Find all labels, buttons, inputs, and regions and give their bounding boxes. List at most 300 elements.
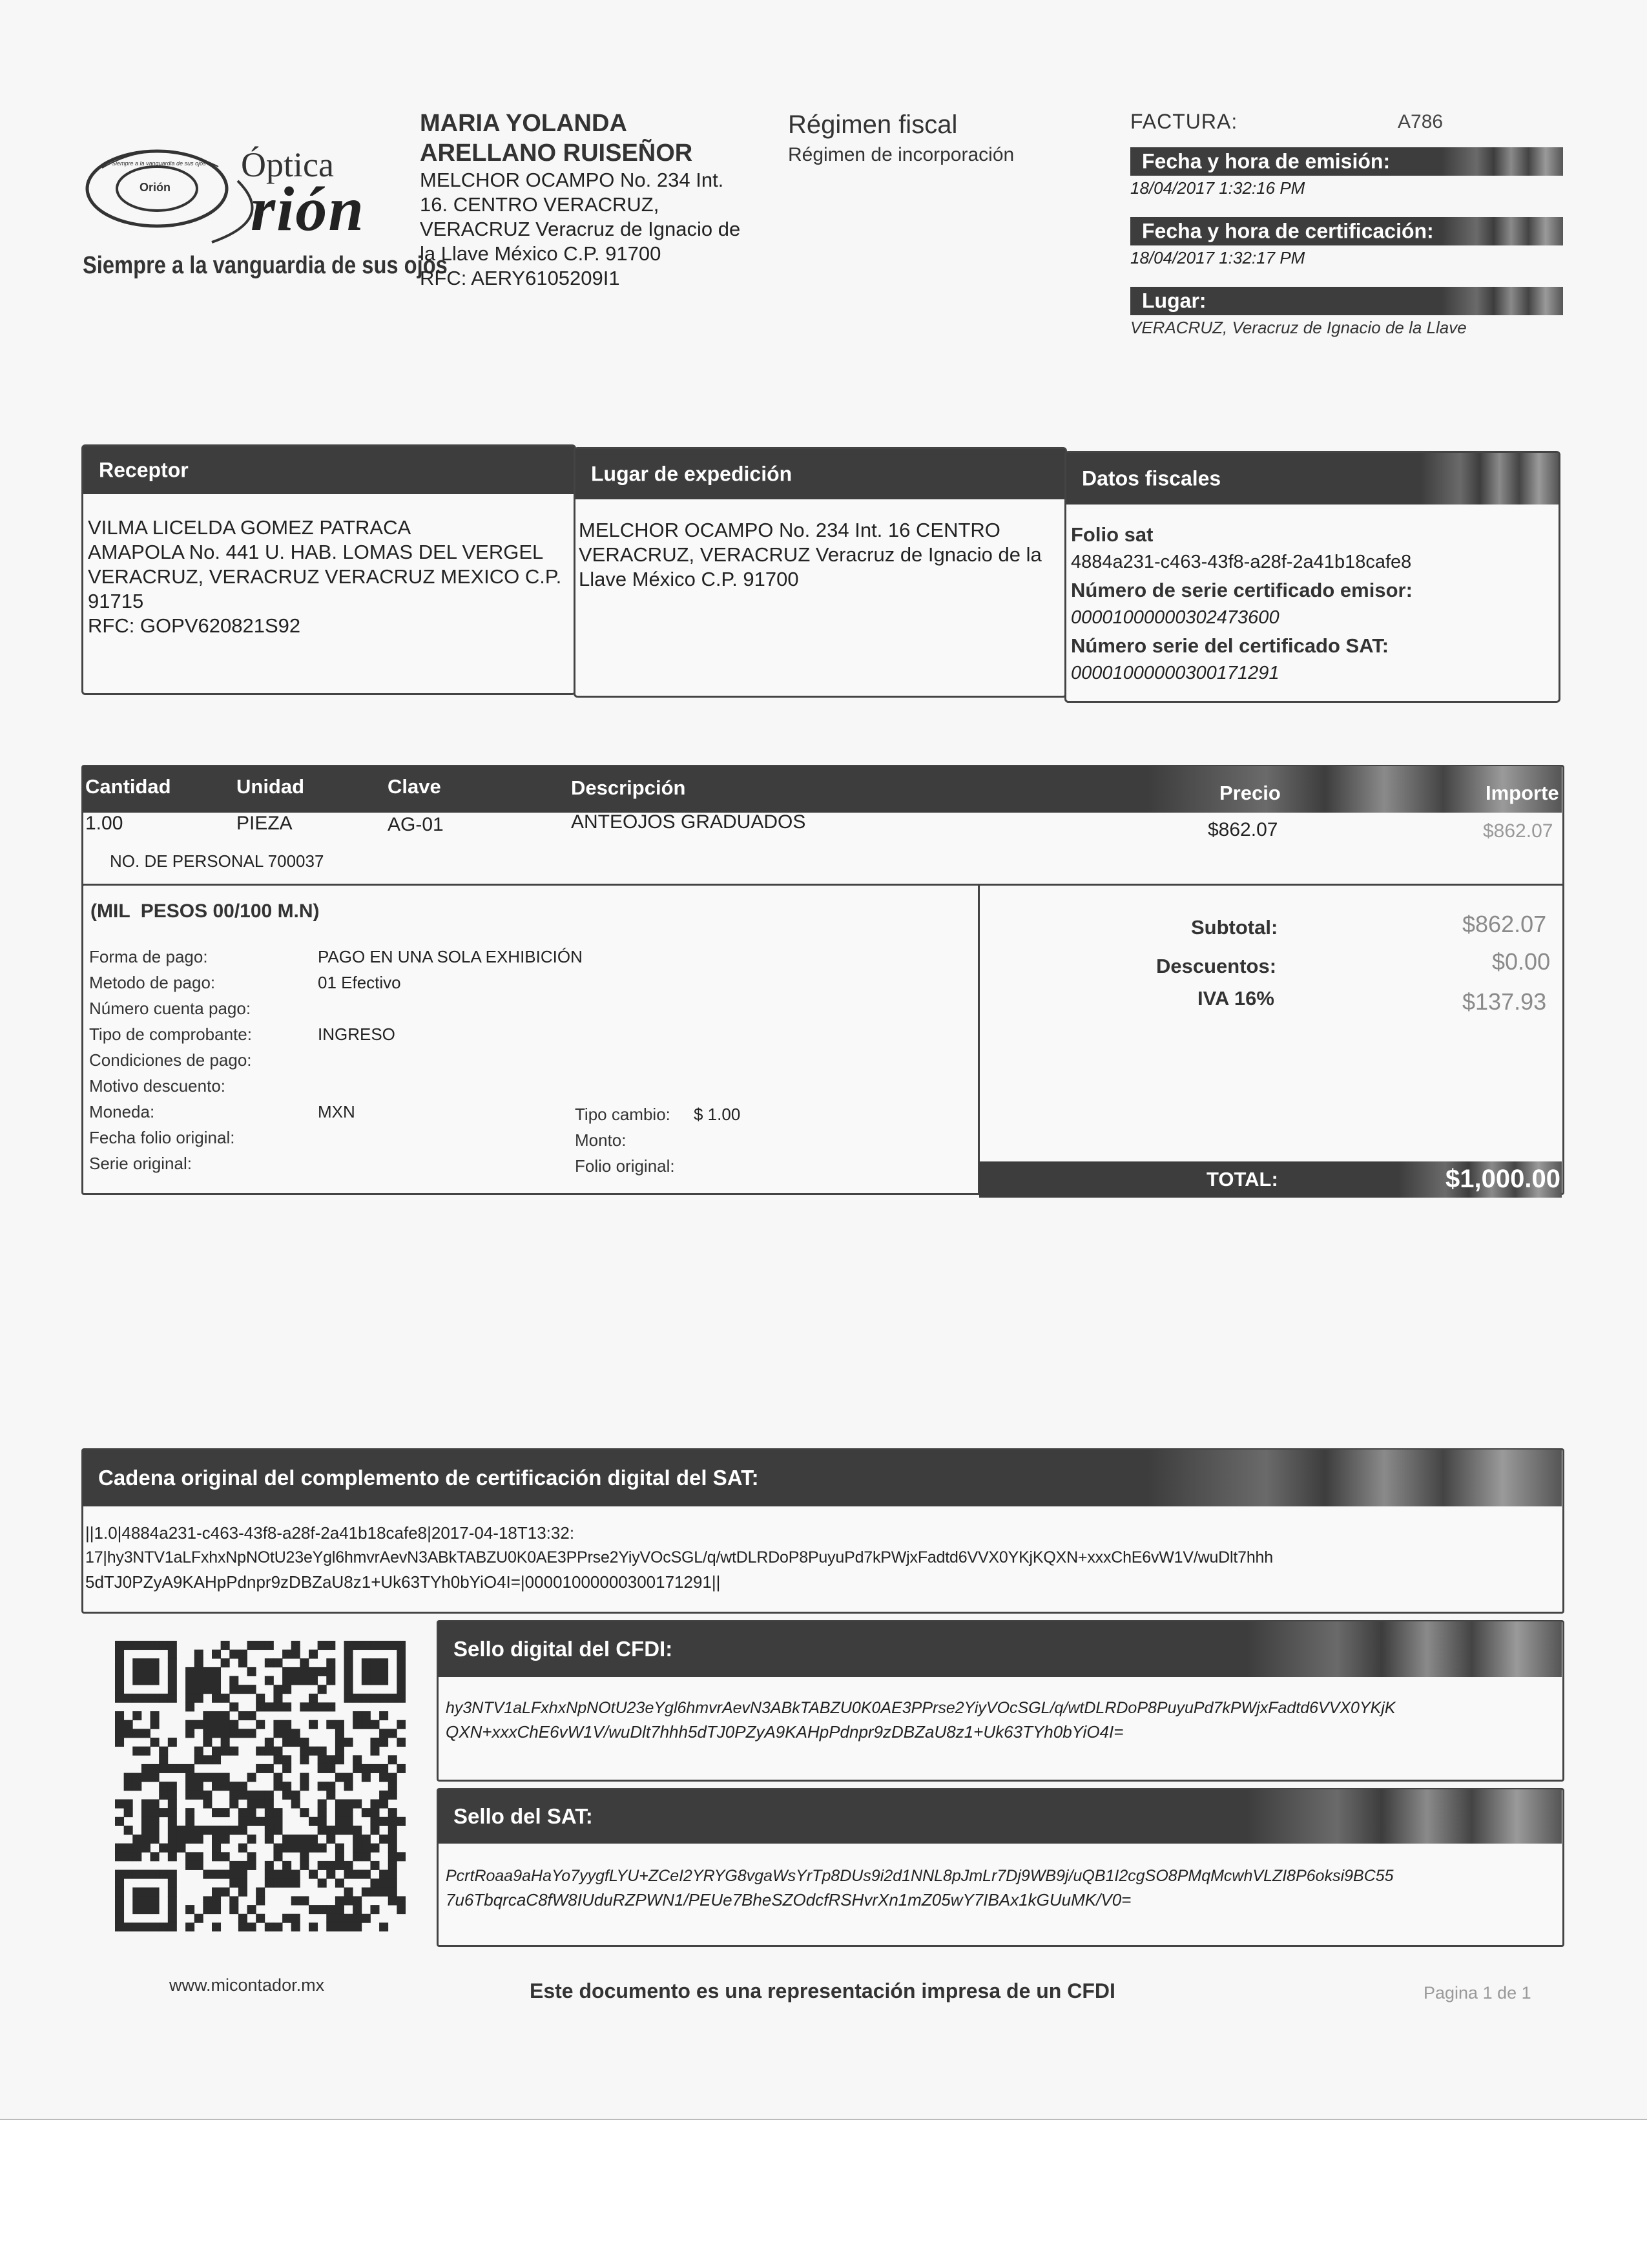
qr-module [397,1650,406,1659]
qr-module [318,1641,327,1650]
qr-module [247,1641,256,1650]
qr-module [335,1861,344,1870]
qr-module [273,1773,282,1782]
qr-module [132,1835,141,1844]
qr-module [318,1861,327,1870]
qr-module [353,1922,362,1931]
qr-module [335,1799,344,1808]
qr-module [115,1817,124,1826]
qr-module [124,1782,133,1791]
qr-module [168,1905,177,1914]
qr-module [132,1844,141,1853]
qr-module [397,1658,406,1667]
qr-module [141,1694,150,1703]
qr-module [335,1914,344,1923]
qr-module [362,1888,371,1897]
qr-module [335,1755,344,1764]
qr-module [115,1694,124,1703]
qr-module [370,1694,379,1703]
qr-module [194,1685,203,1694]
qr-module [168,1694,177,1703]
qr-module [212,1808,221,1817]
serie-emisor-value: 00001000000302473600 [1071,607,1279,628]
qr-module [353,1711,362,1720]
qr-module [238,1844,247,1853]
qr-module [309,1667,318,1676]
qr-module [265,1922,274,1931]
qr-module [335,1852,344,1861]
qr-module [150,1694,160,1703]
qr-module [150,1667,160,1676]
qr-module [309,1844,318,1853]
qr-module [141,1835,150,1844]
qr-module [318,1782,327,1791]
qr-module [212,1922,221,1931]
qr-module [344,1870,353,1879]
qr-module [141,1844,150,1853]
sello-cfdi-line2: QXN+xxxChE6vW1V/wuDlt7hhh5dTJ0PZyA9KAHpPdnpr9zDBZaU8z1+Uk63TYh0bYiO4I= [446,1722,1124,1742]
qr-module [185,1782,194,1791]
qr-module [247,1799,256,1808]
qr-module [397,1676,406,1685]
qr-module [362,1914,371,1923]
qr-module [397,1720,406,1729]
item-clave: AG-01 [388,814,444,835]
qr-module [273,1878,282,1888]
scanner-bed-edge [0,2119,1647,2268]
qr-module [212,1826,221,1835]
qr-module [132,1896,141,1905]
qr-module [397,1896,406,1905]
qr-module [247,1667,256,1676]
qr-module [265,1870,274,1879]
qr-module [132,1658,141,1667]
qr-module [397,1738,406,1747]
col-unidad-header: Unidad [236,775,305,798]
qr-module [124,1922,133,1931]
sello-sat-line1: PcrtRoaa9aHaYo7yygfLYU+ZCeI2YRYG8vgaWsYrTp8DUs9i2d1NNL8pJmLr7Dj9WB9j/uQB1I2cgSO8PMqMcwhVLZI8P6oksi9BC55 [446,1867,1394,1885]
qr-module [229,1685,238,1694]
qr-module [168,1799,177,1808]
qr-module [168,1896,177,1905]
qr-module [282,1878,291,1888]
qr-module [247,1729,256,1738]
qr-module [282,1835,291,1844]
qr-module [132,1905,141,1914]
qr-module [221,1852,230,1861]
qr-module [221,1870,230,1879]
qr-module [256,1641,265,1650]
qr-module [203,1720,212,1729]
qr-code [115,1641,406,1931]
cadena-header: Cadena original del complemento de certificación digital del SAT: [83,1450,1562,1506]
qr-module [265,1799,274,1808]
qr-module [388,1870,397,1879]
qr-module [265,1658,274,1667]
qr-module [370,1826,379,1835]
qr-module [212,1870,221,1879]
qr-module [326,1791,335,1800]
qr-module [353,1905,362,1914]
qr-module [282,1685,291,1694]
qr-module [379,1764,388,1773]
qr-module [203,1905,212,1914]
qr-module [273,1817,282,1826]
qr-module [388,1817,397,1826]
receptor-address2: VERACRUZ, VERACRUZ VERACRUZ MEXICO C.P. [88,565,562,588]
qr-module [265,1808,274,1817]
qr-module [353,1641,362,1650]
subtotal-label: Subtotal: [1191,916,1278,939]
qr-module [124,1720,133,1729]
qr-module [282,1861,291,1870]
qr-module [212,1773,221,1782]
issuer-name-line2: ARELLANO RUISEÑOR [420,140,693,167]
qr-module [221,1729,230,1738]
qr-module [300,1658,309,1667]
tipo-cambio-label: Tipo cambio: [575,1105,670,1124]
col-descripcion-header: Descripción [571,776,686,799]
qr-module [370,1799,379,1808]
qr-module [238,1808,247,1817]
tipo-comprobante-label: Tipo de comprobante: [89,1025,252,1044]
qr-module [370,1817,379,1826]
qr-module [185,1773,194,1782]
qr-module [370,1747,379,1756]
qr-module [115,1799,124,1808]
qr-module [291,1844,300,1853]
qr-module [335,1844,344,1853]
qr-module [124,1694,133,1703]
qr-module [370,1905,379,1914]
qr-module [141,1667,150,1676]
qr-module [379,1835,388,1844]
qr-module [379,1738,388,1747]
qr-module [326,1782,335,1791]
qr-module [115,1896,124,1905]
total-value: $1,000.00 [1445,1165,1560,1193]
qr-module [221,1888,230,1897]
qr-module [388,1694,397,1703]
qr-module [291,1835,300,1844]
footer-website: www.micontador.mx [169,1975,325,1995]
qr-module [326,1835,335,1844]
qr-module [141,1905,150,1914]
qr-module [388,1791,397,1800]
qr-module [370,1878,379,1888]
qr-module [344,1738,353,1747]
qr-module [221,1720,230,1729]
qr-module [256,1799,265,1808]
qr-module [370,1808,379,1817]
qr-module [256,1914,265,1923]
qr-module [229,1826,238,1835]
qr-module [132,1676,141,1685]
qr-module [326,1676,335,1685]
qr-module [273,1685,282,1694]
qr-module [168,1764,177,1773]
qr-module [388,1888,397,1897]
qr-module [238,1914,247,1923]
qr-module [132,1773,141,1782]
qr-module [265,1835,274,1844]
qr-module [150,1764,160,1773]
qr-module [212,1685,221,1694]
qr-module [194,1667,203,1676]
qr-module [326,1720,335,1729]
qr-module [132,1888,141,1897]
qr-module [344,1773,353,1782]
qr-module [194,1694,203,1703]
qr-module [379,1641,388,1650]
qr-module [168,1650,177,1659]
qr-module [326,1755,335,1764]
qr-module [397,1905,406,1914]
qr-module [282,1720,291,1729]
regimen-title: Régimen fiscal [788,110,958,139]
qr-module [265,1817,274,1826]
qr-module [273,1870,282,1879]
qr-module [379,1658,388,1667]
qr-module [168,1685,177,1694]
qr-module [273,1844,282,1853]
qr-module [318,1755,327,1764]
qr-module [388,1729,397,1738]
qr-module [344,1641,353,1650]
qr-module [168,1791,177,1800]
qr-module [194,1658,203,1667]
qr-module [273,1922,282,1931]
qr-module [212,1711,221,1720]
qr-module [203,1755,212,1764]
qr-module [362,1694,371,1703]
qr-module [194,1747,203,1756]
qr-module [265,1641,274,1650]
qr-module [326,1658,335,1667]
sello-cfdi-header: Sello digital del CFDI: [438,1621,1562,1677]
logo-brand-top: Óptica [241,145,334,184]
qr-module [168,1870,177,1879]
qr-module [115,1676,124,1685]
qr-module [221,1782,230,1791]
qr-module [212,1755,221,1764]
qr-module [397,1641,406,1650]
qr-module [203,1685,212,1694]
qr-module [150,1905,160,1914]
receptor-zip: 91715 [88,590,144,612]
tipo-cambio-value: $ 1.00 [694,1105,741,1124]
descuentos-value: $0.00 [1492,948,1551,975]
qr-module [300,1702,309,1711]
qr-module [221,1747,230,1756]
forma-pago-value: PAGO EN UNA SOLA EXHIBICIÓN [318,947,583,966]
qr-module [115,1922,124,1931]
items-header-row [83,766,1562,813]
qr-module [159,1764,168,1773]
qr-module [159,1808,168,1817]
qr-module [291,1650,300,1659]
folio-sat-label: Folio sat [1071,523,1154,546]
qr-module [159,1694,168,1703]
qr-module [379,1888,388,1897]
qr-module [379,1878,388,1888]
qr-module [115,1685,124,1694]
qr-module [388,1641,397,1650]
qr-module [150,1852,160,1861]
sello-sat-header: Sello del SAT: [438,1789,1562,1844]
qr-module [212,1835,221,1844]
qr-module [229,1747,238,1756]
qr-module [141,1764,150,1773]
qr-module [388,1844,397,1853]
qr-module [229,1896,238,1905]
qr-module [291,1729,300,1738]
qr-module [159,1870,168,1879]
qr-module [185,1729,194,1738]
item-descripcion: ANTEOJOS GRADUADOS [571,811,806,833]
qr-module [124,1826,133,1835]
qr-module [388,1808,397,1817]
qr-module [159,1747,168,1756]
footer-disclaimer: Este documento es una representación impresa de un CFDI [530,1979,1115,2003]
qr-module [247,1852,256,1861]
factura-value: A786 [1398,111,1444,132]
qr-module [150,1799,160,1808]
qr-module [168,1641,177,1650]
qr-module [221,1808,230,1817]
qr-module [115,1870,124,1879]
footer-page: Pagina 1 de 1 [1424,1983,1531,2003]
qr-module [291,1641,300,1650]
qr-module [335,1878,344,1888]
qr-module [141,1888,150,1897]
qr-module [238,1711,247,1720]
qr-module [176,1835,185,1844]
qr-module [132,1870,141,1879]
qr-module [326,1861,335,1870]
serie-sat-value: 00001000000300171291 [1071,663,1279,683]
qr-module [212,1650,221,1659]
qr-module [362,1676,371,1685]
qr-module [229,1870,238,1879]
qr-module [185,1861,194,1870]
qr-module [379,1711,388,1720]
metodo-pago-label: Metodo de pago: [89,973,216,992]
issuer-block [420,109,782,291]
qr-module [185,1852,194,1861]
qr-module [362,1844,371,1853]
qr-module [247,1861,256,1870]
qr-module [159,1641,168,1650]
qr-module [318,1747,327,1756]
qr-module [326,1641,335,1650]
qr-module [353,1755,362,1764]
qr-module [256,1896,265,1905]
qr-module [194,1852,203,1861]
qr-module [124,1641,133,1650]
qr-module [370,1738,379,1747]
qr-module [194,1914,203,1923]
col-clave-header: Clave [388,775,441,798]
qr-module [159,1782,168,1791]
descuentos-label: Descuentos: [1156,955,1277,977]
qr-module [247,1711,256,1720]
qr-module [141,1870,150,1879]
qr-module [150,1711,160,1720]
qr-module [318,1764,327,1773]
qr-module [185,1667,194,1676]
qr-module [362,1641,371,1650]
metodo-pago-value: 01 Efectivo [318,973,401,992]
qr-module [362,1835,371,1844]
qr-module [397,1852,406,1861]
qr-module [318,1844,327,1853]
qr-module [212,1782,221,1791]
qr-module [370,1667,379,1676]
qr-module [344,1694,353,1703]
qr-module [132,1782,141,1791]
item-cantidad: 1.00 [85,813,123,834]
qr-module [194,1791,203,1800]
qr-module [256,1694,265,1703]
qr-module [212,1852,221,1861]
issuer-address-line1: MELCHOR OCAMPO No. 234 Int. [420,169,724,191]
qr-module [168,1852,177,1861]
qr-module [141,1729,150,1738]
col-cantidad-header: Cantidad [85,775,171,798]
qr-module [194,1773,203,1782]
certificacion-header: Fecha y hora de certificación: [1130,217,1563,245]
qr-module [150,1738,160,1747]
qr-module [221,1738,230,1747]
qr-module [229,1861,238,1870]
qr-module [353,1835,362,1844]
qr-module [150,1658,160,1667]
qr-module [150,1870,160,1879]
qr-module [194,1720,203,1729]
qr-module [203,1676,212,1685]
qr-module [203,1870,212,1879]
qr-module [238,1650,247,1659]
qr-module [326,1702,335,1711]
qr-module [388,1896,397,1905]
qr-module [318,1685,327,1694]
qr-module [194,1650,203,1659]
qr-module [150,1641,160,1650]
qr-module [221,1773,230,1782]
receptor-address1: AMAPOLA No. 441 U. HAB. LOMAS DEL VERGEL [88,541,544,563]
qr-module [168,1844,177,1853]
qr-module [318,1702,327,1711]
qr-module [353,1720,362,1729]
qr-module [185,1817,194,1826]
qr-module [379,1729,388,1738]
qr-module [326,1764,335,1773]
logo-badge: Orión [140,181,171,194]
qr-module [300,1896,309,1905]
qr-module [185,1835,194,1844]
qr-module [273,1755,282,1764]
qr-module [185,1685,194,1694]
qr-module [256,1888,265,1897]
qr-module [115,1711,124,1720]
qr-module [256,1817,265,1826]
qr-module [335,1720,344,1729]
qr-module [203,1826,212,1835]
qr-module [247,1817,256,1826]
qr-module [273,1720,282,1729]
qr-module [194,1826,203,1835]
